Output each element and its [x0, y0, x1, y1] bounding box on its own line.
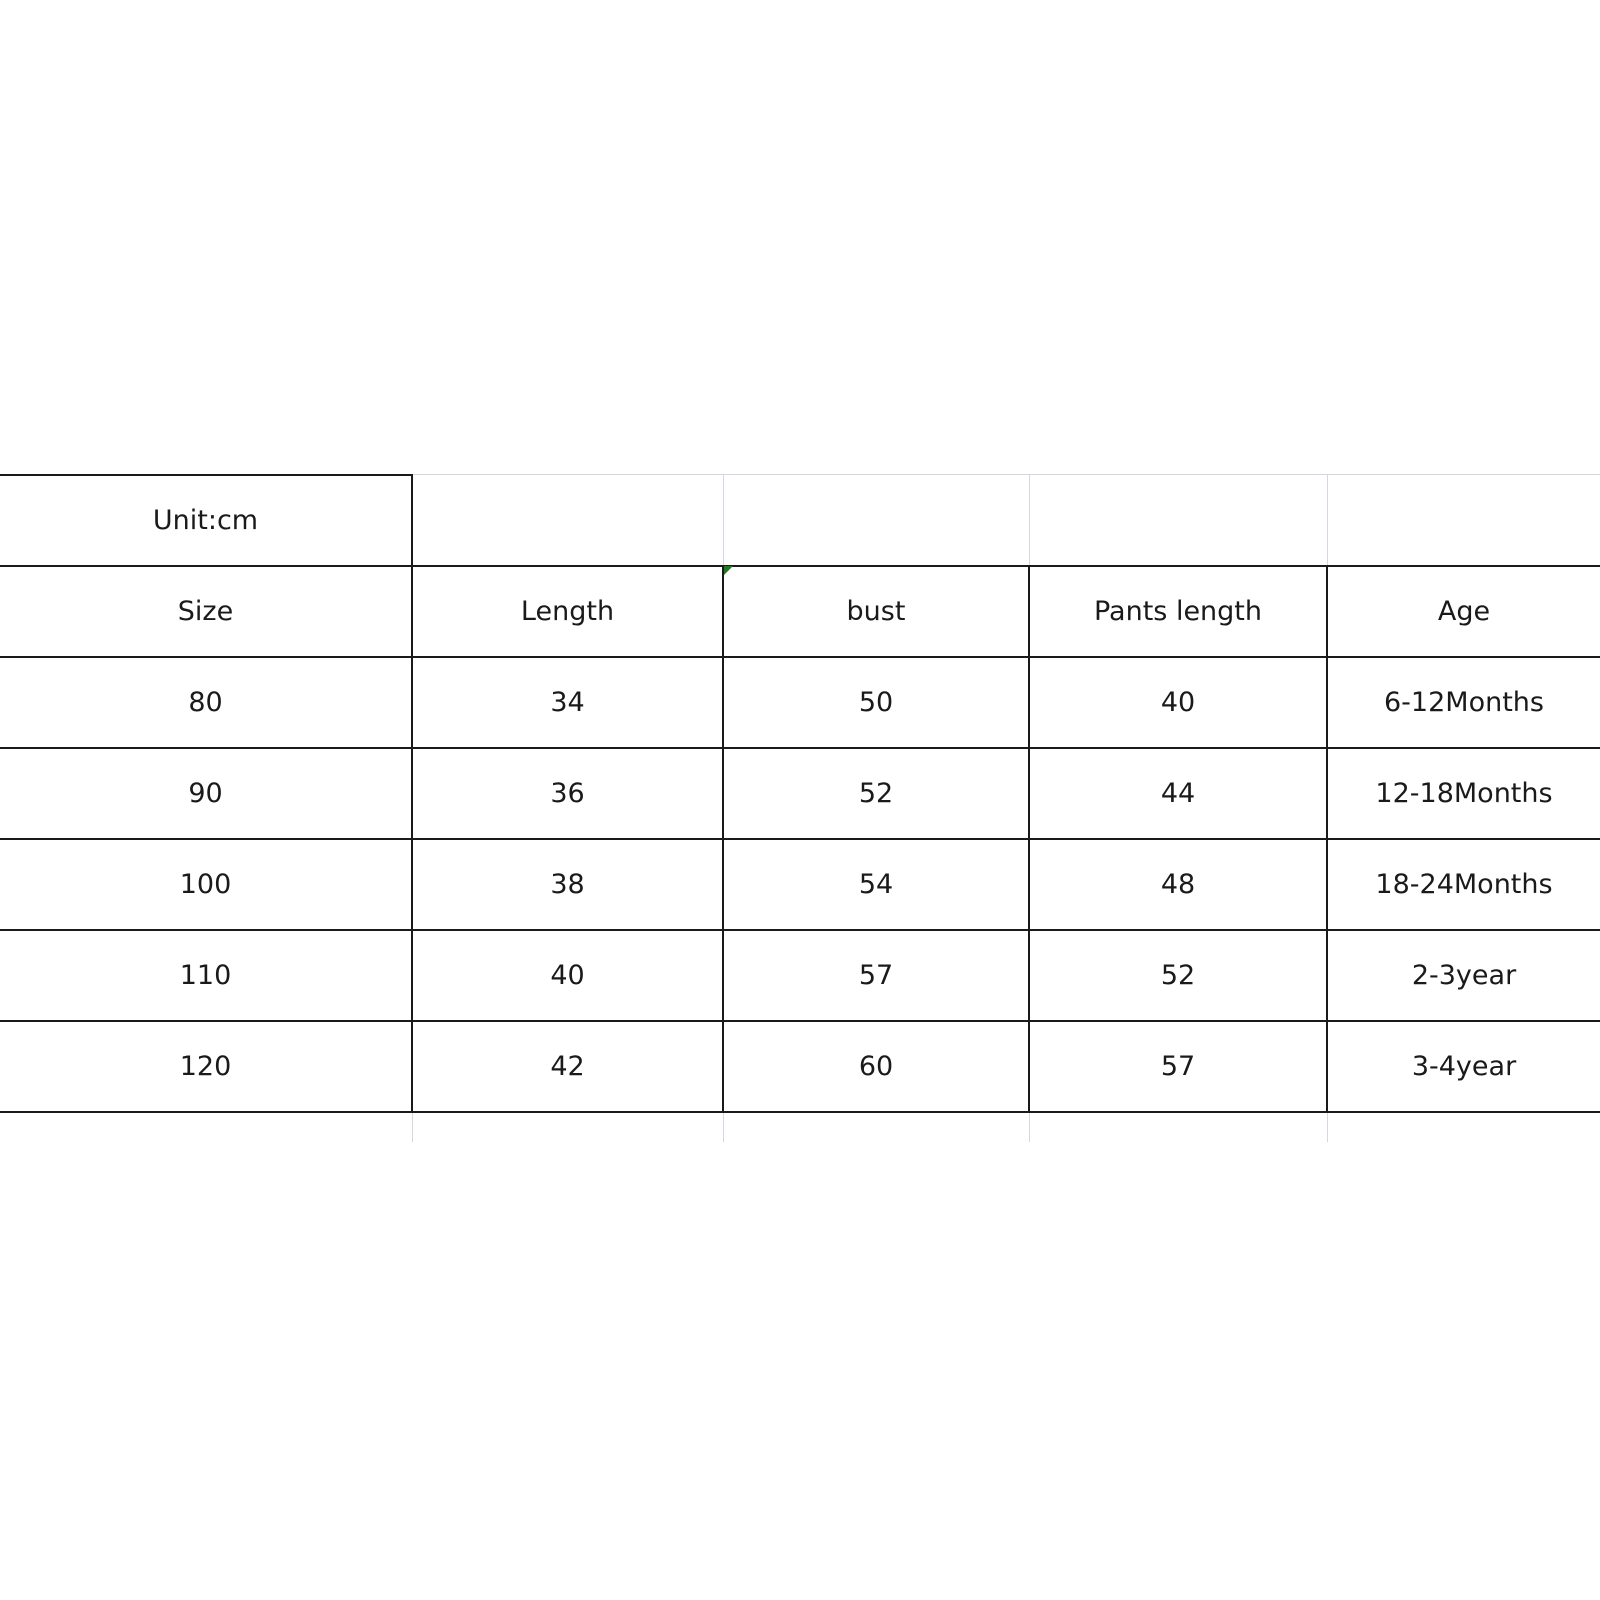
header-size: Size [0, 566, 412, 657]
header-age: Age [1327, 566, 1600, 657]
cell-bust: 60 [723, 1021, 1029, 1112]
cell-pants-length: 52 [1029, 930, 1327, 1021]
cell-size: 80 [0, 657, 412, 748]
header-row [0, 566, 1600, 657]
table-row [0, 1021, 1600, 1112]
cell-age: 2-3year [1327, 930, 1600, 1021]
empty-cell [1029, 475, 1327, 566]
table-row [0, 748, 1600, 839]
cell-length: 42 [412, 1021, 723, 1112]
header-bust: bust [723, 566, 1029, 657]
cell-length: 40 [412, 930, 723, 1021]
cell-bust: 54 [723, 839, 1029, 930]
size-table [0, 474, 1600, 1113]
header-pants-length: Pants length [1029, 566, 1327, 657]
cell-bust: 50 [723, 657, 1029, 748]
cell-length: 38 [412, 839, 723, 930]
cell-bust: 52 [723, 748, 1029, 839]
unit-label: Unit:cm [0, 475, 412, 566]
cell-pants-length: 44 [1029, 748, 1327, 839]
cell-bust: 57 [723, 930, 1029, 1021]
table-row [0, 657, 1600, 748]
cell-size: 100 [0, 839, 412, 930]
table-row [0, 930, 1600, 1021]
cell-age: 18-24Months [1327, 839, 1600, 930]
table-row [0, 839, 1600, 930]
size-chart-sheet [0, 474, 1600, 1134]
empty-cell [412, 475, 723, 566]
cell-pants-length: 40 [1029, 657, 1327, 748]
cell-age: 6-12Months [1327, 657, 1600, 748]
cell-age: 12-18Months [1327, 748, 1600, 839]
cell-error-marker-icon [724, 566, 733, 575]
cell-size: 90 [0, 748, 412, 839]
cell-age: 3-4year [1327, 1021, 1600, 1112]
empty-cell [1327, 475, 1600, 566]
unit-row [0, 475, 1600, 566]
empty-cell [723, 475, 1029, 566]
header-length: Length [412, 566, 723, 657]
cell-pants-length: 48 [1029, 839, 1327, 930]
cell-length: 36 [412, 748, 723, 839]
cell-size: 110 [0, 930, 412, 1021]
cell-size: 120 [0, 1021, 412, 1112]
cell-length: 34 [412, 657, 723, 748]
cell-pants-length: 57 [1029, 1021, 1327, 1112]
